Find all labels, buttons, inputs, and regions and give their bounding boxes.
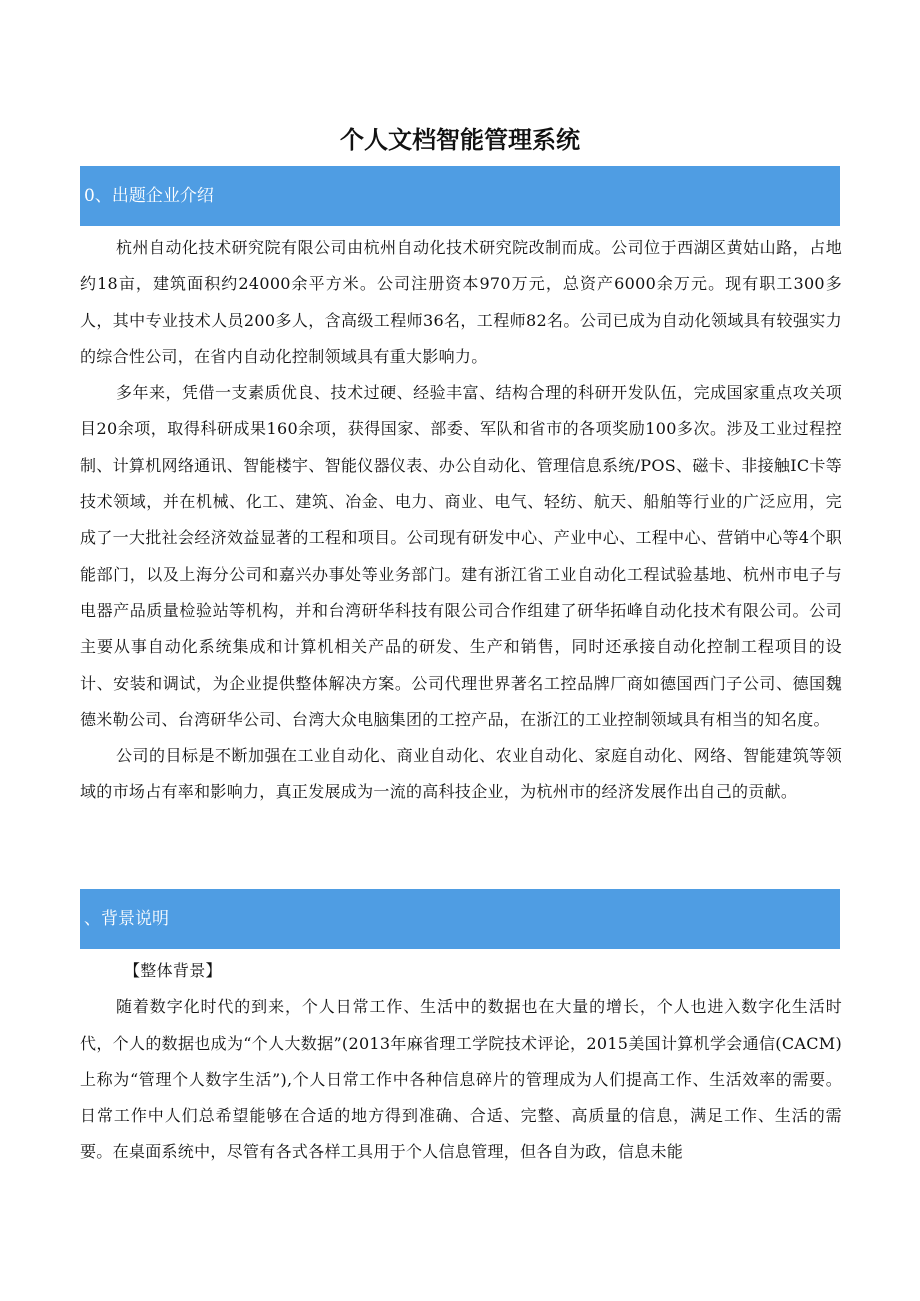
section-heading-background: 、背景说明: [80, 889, 840, 949]
document-title: 个人文档智能管理系统: [340, 126, 580, 154]
subheading-overall-background: 【整体背景】: [124, 961, 222, 980]
paragraph: 随着数字化时代的到来，个人日常工作、生活中的数据也在大量的增长，个人也进入数字化生活时代，个人的数据也成为“个人大数据”(2013年麻省理工学院技术评论，2015美国计算机学会通信(CACM)上称为“管理个人数字生活”),个人日常工作中各种信息碎片的管理成为人们提高工作、生活效率的需要。日常工作中人们总希望能够在合适的地方得到准确、合适、完整、高质量的信息，满足工作、生活的需要。在桌面系统中，尽管有各式各样工具用于个人信息管理，但各自为政，信息未能: [80, 997, 842, 1162]
paragraph: 多年来，凭借一支素质优良、技术过硬、经验丰富、结构合理的科研开发队伍，完成国家重点攻关项目20余项，取得科研成果160余项，获得国家、部委、军队和省市的各项奖励100多次。涉及工业过程控制、计算机网络通讯、智能楼宇、智能仪器仪表、办公自动化、管理信息系统/POS、磁卡、非接触IC卡等技术领域，并在机械、化工、建筑、冶金、电力、商业、电气、轻纺、航天、船舶等行业的广泛应用，完成了一大批社会经济效益显著的工程和项目。公司现有研发中心、产业中心、工程中心、营销中心等4个职能部门，以及上海分公司和嘉兴办事处等业务部门。建有浙江省工业自动化工程试验基地、杭州市电子与电器产品质量检验站等机构，并和台湾研华科技有限公司合作组建了研华拓峰自动化技术有限公司。公司主要从事自动化系统集成和计算机相关产品的研发、生产和销售，同时还承接自动化控制工程项目的设计、安装和调试，为企业提供整体解决方案。公司代理世界著名工控品牌厂商如德国西门子公司、德国魏德米勒公司、台湾研华公司、台湾大众电脑集团的工控产品，在浙江的工业控制领域具有相当的知名度。: [80, 383, 842, 729]
section-heading-company-intro: 0、出题企业介绍: [80, 166, 840, 226]
paragraph: 公司的目标是不断加强在工业自动化、商业自动化、农业自动化、家庭自动化、网络、智能建筑等领域的市场占有率和影响力，真正发展成为一流的高科技企业，为杭州市的经济发展作出自己的贡献。: [80, 746, 842, 802]
section-body-company-intro: [80, 230, 842, 811]
section-body-background: [80, 953, 842, 1171]
paragraph: 杭州自动化技术研究院有限公司由杭州自动化技术研究院改制而成。公司位于西湖区黄姑山路，占地约18亩，建筑面积约24000余平方米。公司注册资本970万元，总资产6000余万元。现有职工300多人，其中专业技术人员200多人，含高级工程师36名，工程师82名。公司已成为自动化领域具有较强实力的综合性公司，在省内自动化控制领域具有重大影响力。: [80, 238, 842, 366]
